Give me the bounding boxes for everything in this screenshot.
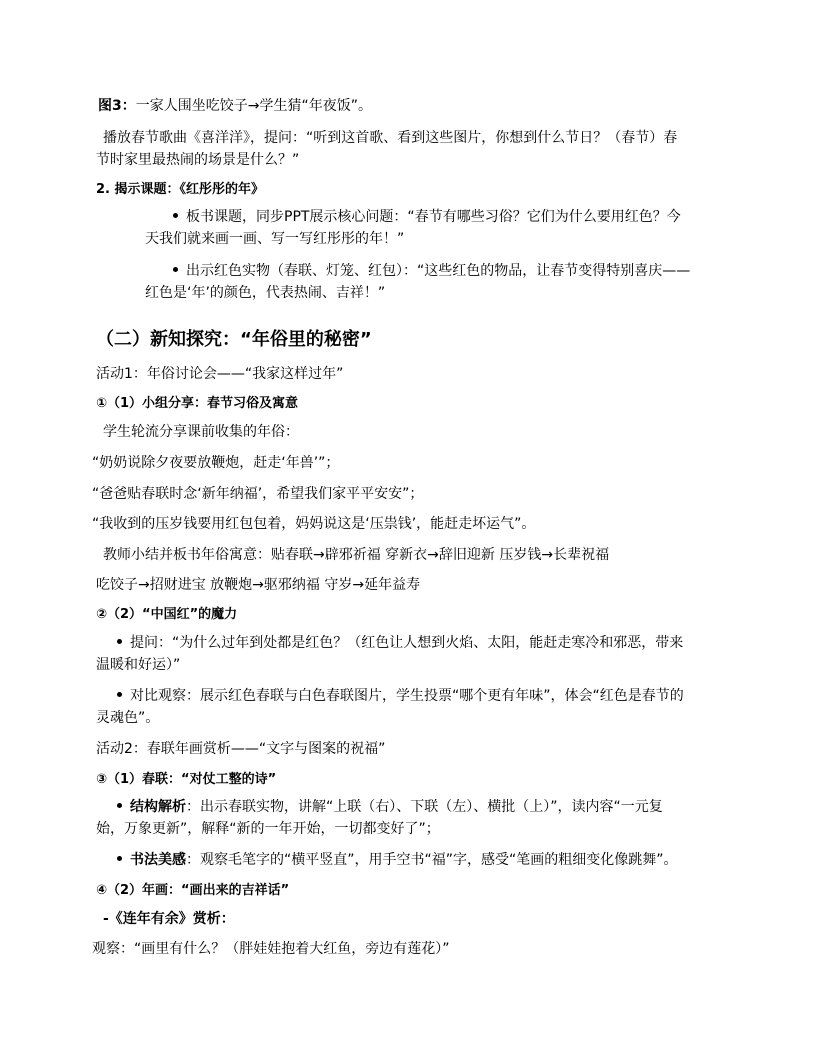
painting-title: -《连年有余》赏析： bbox=[103, 911, 235, 927]
quote-3: “我收到的压岁钱要用红包包着，妈妈说这是‘压祟钱’，能赶走坏运气”。 bbox=[92, 516, 536, 532]
activity-1-title: 活动1：年俗讨论会——“我家这样过年” bbox=[96, 366, 344, 382]
bullet-calligraphy bbox=[117, 850, 678, 870]
intro-line-1: 播放春节歌曲《喜洋洋》，提问：“听到这首歌、看到这些图片，你想到什么节日？（春节）春 bbox=[103, 130, 678, 146]
bullet-icon bbox=[117, 692, 122, 697]
activity-2-title: 活动2：春联年画赏析——“文字与图案的祝福” bbox=[96, 741, 386, 757]
quote-2: “爸爸贴春联时念‘新年纳福’，希望我们家平平安安”； bbox=[92, 486, 424, 502]
summary-line-1: 教师小结并板书年俗寓意：贴春联→辟邪祈福 穿新衣→辞旧迎新 压岁钱→长辈祝福 bbox=[103, 547, 610, 563]
bullet-text: ：出示春联实物，讲解“上联（右）、下联（左）、横批（上）”，读内容“一元复 bbox=[186, 799, 663, 815]
figure-3-label: 图3： bbox=[98, 98, 136, 114]
sharing-intro: 学生轮流分享课前收集的年俗： bbox=[103, 424, 299, 440]
bullet-text: ：观察毛笔字的“横平竖直”，用手空书“福”字，感受“笔画的粗细变化像跳舞”。 bbox=[186, 852, 678, 868]
bullet-label: 书法美感 bbox=[130, 852, 186, 868]
bullet-structure-cont: 始，万象更新”，解释“新的一年开始，一切都变好了”； bbox=[96, 821, 440, 837]
figure-3-text: 一家人围坐吃饺子→学生猜“年夜饭”。 bbox=[135, 98, 372, 114]
subsection-3-heading: ③（1）春联：“对仗工整的诗” bbox=[96, 772, 277, 787]
observe-line: 观察：“画里有什么？（胖娃娃抱着大红鱼，旁边有莲花）” bbox=[92, 941, 450, 957]
bullet-structure bbox=[117, 797, 663, 817]
part-2-heading: （二）新知探究：“年俗里的秘密” bbox=[96, 329, 372, 350]
bullet-icon bbox=[173, 267, 178, 272]
section-2-heading: 2. 揭示课题：《红彤彤的年》 bbox=[96, 182, 265, 197]
bullet-board-title-cont: 天我们就来画一画、写一写红彤彤的年！” bbox=[145, 231, 405, 247]
bullet-icon bbox=[117, 803, 122, 808]
intro-line-2: 节时家里最热闹的场景是什么？” bbox=[96, 152, 300, 168]
bullet-icon bbox=[117, 639, 122, 644]
subsection-2-heading: ②（2）“中国红”的魔力 bbox=[96, 607, 238, 622]
bullet-label: 结构解析 bbox=[130, 799, 186, 815]
figure-3-line bbox=[98, 96, 372, 116]
bullet-icon bbox=[117, 856, 122, 861]
bullet-text: 板书课题，同步PPT展示核心问题：“春节有哪些习俗？它们为什么要用红色？今 bbox=[186, 209, 681, 225]
bullet-compare bbox=[117, 686, 684, 706]
bullet-text: 出示红色实物（春联、灯笼、红包）：“这些红色的物品，让春节变得特别喜庆—— bbox=[186, 263, 691, 279]
quote-1: “奶奶说除夕夜要放鞭炮，赶走‘年兽’”； bbox=[92, 455, 340, 471]
bullet-question-cont: 温暖和好运）” bbox=[96, 657, 181, 673]
bullet-compare-cont: 灵魂色”。 bbox=[96, 710, 160, 726]
bullet-question bbox=[117, 633, 683, 653]
bullet-icon bbox=[173, 213, 178, 218]
bullet-text: 对比观察：展示红色春联与白色春联图片，学生投票“哪个更有年味”，体会“红色是春节的 bbox=[130, 688, 684, 704]
subsection-4-heading: ④（2）年画：“画出来的吉祥话” bbox=[96, 883, 290, 898]
subsection-1-heading: ①（1）小组分享：春节习俗及寓意 bbox=[96, 396, 299, 411]
bullet-red-items bbox=[173, 261, 690, 281]
bullet-text: 提问：“为什么过年到处都是红色？（红色让人想到火焰、太阳，能赶走寒冷和邪恶，带来 bbox=[130, 635, 684, 651]
summary-line-2: 吃饺子→招财进宝 放鞭炮→驱邪纳福 守岁→延年益寿 bbox=[96, 577, 421, 593]
bullet-board-title bbox=[173, 207, 681, 227]
bullet-red-items-cont: 红色是‘年’的颜色，代表热闹、吉祥！” bbox=[145, 285, 386, 301]
